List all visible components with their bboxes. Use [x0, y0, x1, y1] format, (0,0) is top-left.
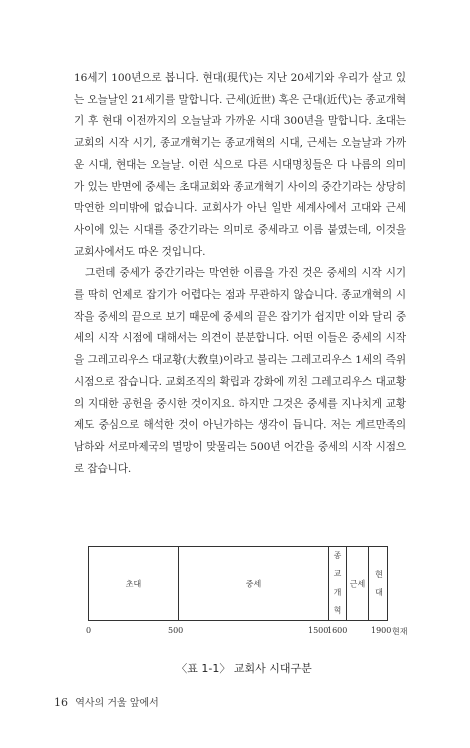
axis-label-present: 현재	[392, 627, 408, 636]
axis-label-1900: 1900	[371, 626, 392, 635]
axis-label-1500: 1500	[308, 626, 329, 635]
figure-caption: 〈표 1-1〉 교회사 시대구분	[176, 662, 312, 675]
timeline-bar	[88, 546, 388, 621]
timeline-axis	[74, 626, 434, 638]
reformation-char-2: 교	[333, 569, 342, 579]
axis-label-1600: 1600	[327, 626, 348, 635]
reformation-char-4: 혁	[333, 605, 342, 615]
timeline-figure	[74, 546, 414, 656]
paragraph-2: 그런데 중세가 중간기라는 막연한 이름을 가진 것은 중세의 시작 시기를 딱히 언제로 잡기가 어렵다는 점과 무관하지 않습니다. 종교개혁의 시작을 중세의 끝으로 보기 때문에 중세의 끝은 잡기가 쉽지만 이와 달리 중세의 시작 시점에 대해서는 의견이 분분합니다. 어떤 이들은 중세의 시작을 그레고리우스 대교황(大敎皇)이라고 불리는 그레고리우스 1세의 즉위 시점으로 잡습니다. 교회조직의 확립과 강화에 끼친 그레고리우스 대교황의 지대한 공헌을 중시한 것이지요. 하지만 그것은 중세를 지나치게 교황제도 중심으로 해석한 것이 아닌가하는 생각이 듭니다. 저는 게르만족의 남하와 서로마제국의 멸망이 맞물리는 500년 어간을 중세의 시작 시점으로 잡습니다.	[74, 267, 406, 475]
page-footer	[54, 694, 159, 709]
segment-reformation	[329, 547, 347, 620]
segment-early-modern	[347, 547, 369, 620]
running-title: 역사의 거울 앞에서	[75, 698, 159, 709]
segment-label-modern	[369, 551, 389, 616]
segment-label-early-modern: 근세	[349, 579, 366, 588]
segment-medieval	[179, 547, 329, 620]
paragraph-1: 16세기 100년으로 봅니다. 현대(現代)는 지난 20세기와 우리가 살고 있는 오늘날인 21세기를 말합니다. 근세(近世) 혹은 근대(近代)는 종교개혁기 후 현대 이전까지의 오늘날과 가까운 시대 300년을 말합니다. 초대는 교회의 시작 시기, 종교개혁기는 종교개혁의 시대, 근세는 오늘날과 가까운 시대, 현대는 오늘날. 이런 식으로 다른 시대명칭들은 다 나름의 의미가 있는 반면에 중세는 초대교회와 종교개혁기 사이의 중간기라는 상당히 막연한 의미밖에 없습니다. 교회사가 아닌 일반 세계사에서 고대와 근세 사이에 있는 시대를 중간기라는 의미로 중세라고 이름 붙였는데, 이것을 교회사에서도 따온 것입니다.	[74, 72, 406, 258]
page-number: 16	[54, 696, 68, 709]
axis-label-0: 0	[86, 626, 92, 635]
segment-label-medieval: 중세	[245, 579, 262, 588]
axis-label-500: 500	[168, 626, 184, 635]
body-text	[74, 68, 406, 480]
reformation-char-1: 종	[333, 551, 342, 560]
reformation-char-3: 개	[333, 587, 342, 597]
modern-char-2: 대	[375, 587, 383, 597]
segment-early-church	[89, 547, 179, 620]
segment-modern	[369, 547, 389, 620]
segment-label-early-church: 초대	[125, 579, 142, 588]
segment-label-reformation	[329, 551, 346, 616]
modern-char-1: 현	[375, 569, 383, 579]
